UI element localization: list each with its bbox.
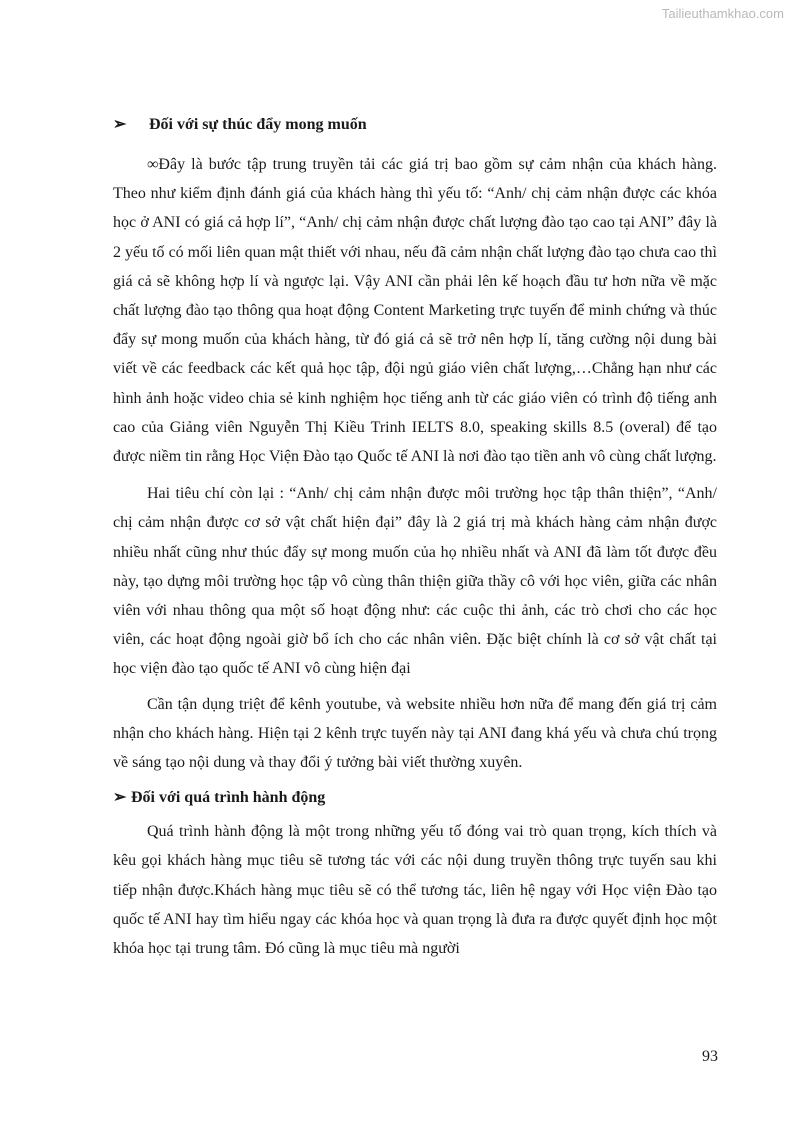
heading-text: Đối với sự thúc đẩy mong muốn [149,116,367,133]
paragraph-desire-2: Hai tiêu chí còn lại : “Anh/ chị cảm nhận được môi trường học tập thân thiện”, “Anh/ chị cảm nhận được cơ sở vật chất hiện đại” đây là 2 giá trị mà khách hàng cảm nhận được nhiều nhất cũng như thúc đẩy sự mong muốn của họ nhiều nhất và ANI đã làm tốt được đều này, tạo dựng môi trường học tập vô cùng thân thiện giữa thầy cô với học viên, giữa các nhân viên với nhau thông qua một số hoạt động như: các cuộc thi ảnh, các trò chơi cho các học viên, các hoạt động ngoài giờ bổ ích cho các nhân viên. Đặc biệt chính là cơ sở vật chất tại học viện đào tạo quốc tế ANI vô cùng hiện đại [113,485,717,678]
arrow-bullet-icon: ➢ [113,116,127,133]
paragraph-action-1: Quá trình hành động là một trong những yếu tố đóng vai trò quan trọng, kích thích và kêu gọi khách hàng mục tiêu sẽ tương tác với các nội dung truyền thông trực tuyến sau khi tiếp nhận được.Khách hàng mục tiêu sẽ có thể tương tác, liên hệ ngay với Học viện Đào tạo quốc tế ANI hay tìm hiểu ngay các khóa học và quan trọng là đưa ra được quyết định học một khóa học tại trung tâm. Đó cũng là mục tiêu mà người [113,823,717,958]
arrow-bullet-icon: ➢ [113,789,127,807]
paragraph-desire-3: Cần tận dụng triệt để kênh youtube, và website nhiều hơn nữa để mang đến giá trị cảm nhận cho khách hàng. Hiện tại 2 kênh trực tuyến này tại ANI đang khá yếu và chưa chú trọng về sáng tạo nội dung và thay đổi ý tưởng bài viết thường xuyên. [113,695,717,772]
paragraph-desire-1: ∞Đây là bước tập trung truyền tải các giá trị bao gồm sự cảm nhận của khách hàng. Theo như kiểm định đánh giá của khách hàng thì yếu tố: “Anh/ chị cảm nhận được các khóa học ở ANI có giá cả hợp lí”, “Anh/ chị cảm nhận được chất lượng đào tạo cao tại ANI” đây là 2 yếu tố có mối liên quan mật thiết với nhau, nếu đã cảm nhận chất lượng đào tạo chưa cao thì giá cả sẽ không hợp lí và ngược lại. Vậy ANI cần phải lên kế hoạch đầu tư hơn nữa về mặc chất lượng đào tạo thông qua hoạt động Content Marketing trực tuyến để minh chứng và thúc đẩy sự mong muốn của khách hàng, từ đó giá cả sẽ trở nên hợp lí, tăng cường nội dung bài viết về các feedback các kết quả học tập, đội ngủ giáo viên chất lượng,…Chẳng hạn như các hình ảnh hoặc video chia sẻ kinh nghiệm học tiếng anh từ các giáo viên có trình độ tiếng anh cao của Giảng viên Nguyễn Thị Kiều Trinh IELTS 8.0, speaking skills 8.5 (overal) để tạo được niềm tin rằng Học Viện Đào tạo Quốc tế ANI là nơi đào tạo tiền anh vô cùng chất lượng. [113,156,717,466]
heading-text: Đối với quá trình hành động [131,789,326,807]
section-heading-action [113,785,717,811]
page-content [113,112,717,963]
watermark: Tailieuthamkhao.com [661,6,784,21]
section-heading-desire [113,112,717,138]
page-number: 93 [702,1048,718,1065]
